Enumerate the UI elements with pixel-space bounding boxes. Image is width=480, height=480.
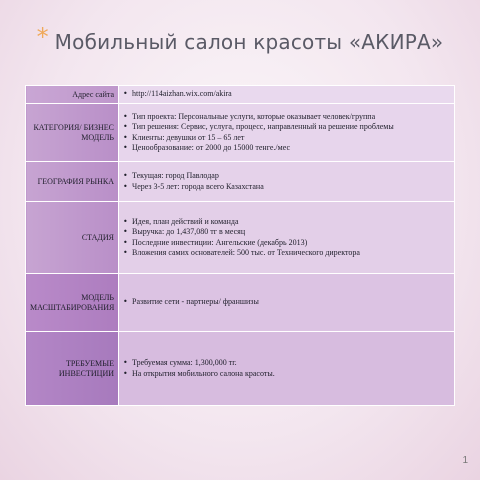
row-label-stage: СТАДИЯ xyxy=(26,202,119,274)
list-item: • Через 3-5 лет: города всего Казахстана xyxy=(123,182,450,192)
list-item: • Тип проекта: Персональные услуги, которые оказывает человек/группа xyxy=(123,112,450,122)
row-label-geography: ГЕОГРАФИЯ РЫНКА xyxy=(26,162,119,202)
page-number: 1 xyxy=(462,455,468,466)
list-item: • Клиенты: девушки от 15 – 65 лет xyxy=(123,133,450,143)
list-item: • Текущая: город Павлодар xyxy=(123,171,450,181)
row-label-scaling: МОДЕЛЬ МАСШТАБИРОВАНИЯ xyxy=(26,274,119,332)
list-item: • Последние инвестиции: Ангельские (декабрь 2013) xyxy=(123,238,450,248)
slide-title xyxy=(0,22,480,62)
list-item: • Развитие сети - партнеры/ франшизы xyxy=(123,297,450,307)
list-item: • Выручка: до 1,437,080 тг в месяц xyxy=(123,227,450,237)
list-item: • Требуемая сумма: 1,300,000 тг. xyxy=(123,358,450,368)
table-row-geography xyxy=(26,162,455,202)
table-row-investment xyxy=(26,332,455,406)
row-content-stage xyxy=(119,202,455,274)
table-row-stage xyxy=(26,202,455,274)
table-row-category xyxy=(26,104,455,162)
row-label-website: Адрес сайта xyxy=(26,86,119,104)
row-content-scaling xyxy=(119,274,455,332)
asterisk-icon: * xyxy=(36,23,49,51)
list-item: • Ценообразование: от 2000 до 15000 тенге./мес xyxy=(123,143,450,153)
list-item: • Тип решения: Сервис, услуга, процесс, направленный на решение проблемы xyxy=(123,122,450,132)
row-label-category: КАТЕГОРИЯ/ БИЗНЕС МОДЕЛЬ xyxy=(26,104,119,162)
row-content-geography xyxy=(119,162,455,202)
table-row-website xyxy=(26,86,455,104)
list-item: • http://114aizhan.wix.com/akira xyxy=(123,89,450,99)
row-content-website xyxy=(119,86,455,104)
row-label-investment: ТРЕБУЕМЫЕ ИНВЕСТИЦИИ xyxy=(26,332,119,406)
list-item: • На открытия мобильного салона красоты. xyxy=(123,369,450,379)
row-content-investment xyxy=(119,332,455,406)
list-item: • Вложения самих основателей: 500 тыс. от Технического директора xyxy=(123,248,450,258)
slide-title-text: Мобильный салон красоты «АКИРА» xyxy=(54,30,444,54)
info-table xyxy=(25,85,455,406)
table-row-scaling xyxy=(26,274,455,332)
row-content-category xyxy=(119,104,455,162)
list-item: • Идея, план действий и команда xyxy=(123,217,450,227)
